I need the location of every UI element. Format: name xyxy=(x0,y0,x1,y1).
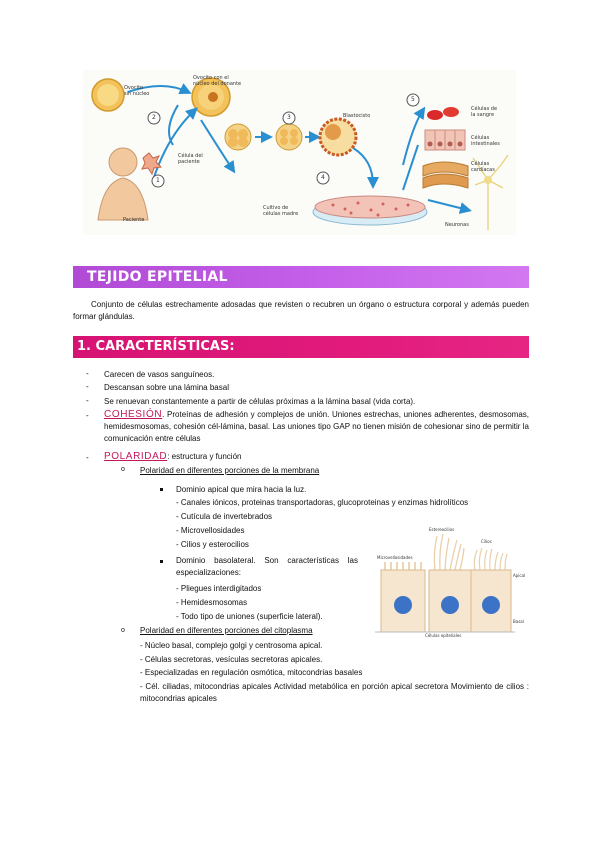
section-title: TEJIDO EPITELIAL xyxy=(87,269,228,285)
characteristics-heading: 1. CARACTERÍSTICAS: xyxy=(77,339,235,354)
bullet-dash: - xyxy=(86,453,89,462)
bullet-circle: o xyxy=(121,627,125,634)
label-apical: Apical xyxy=(513,573,526,578)
bullet-dash: - xyxy=(86,369,89,378)
stem-cell-diagram xyxy=(83,70,516,235)
polaridad-keyword: POLARIDAD xyxy=(104,451,168,462)
characteristics-banner xyxy=(73,336,529,358)
polaridad-text: : estructura y función xyxy=(167,452,242,461)
nucleus xyxy=(394,596,412,614)
bullet-dash: - xyxy=(86,411,89,420)
step-number: 4 xyxy=(321,174,325,181)
list-item: Se renuevan constantemente a partir de células próximas a la lámina basal (vida corta). xyxy=(104,397,416,406)
bullet-dash: - xyxy=(86,396,89,405)
step-number: 1 xyxy=(156,177,160,184)
citoplasma-item: - Especializadas en regulación osmótica, mitocondrias basales xyxy=(140,668,363,677)
label-patient-cell: Célula del paciente xyxy=(178,153,203,165)
label-oocyte-donor: Ovocito con el núcleo del donante xyxy=(193,75,242,87)
list-item-cohesion xyxy=(104,409,529,445)
citoplasma-item: - Núcleo basal, complejo golgi y centrosoma apical. xyxy=(140,641,323,650)
basolateral-item: - Todo tipo de uniones (superficie lateral). xyxy=(176,612,323,621)
bullet-square xyxy=(160,560,163,563)
patient-head xyxy=(109,148,137,176)
label-neurons: Neuronas xyxy=(445,222,469,228)
intro-paragraph: Conjunto de células estrechamente adosadas que revisten o recubren un órgano o estructura corporal y además pueden formar glándulas. xyxy=(73,300,529,321)
membrana-title: Polaridad en diferentes porciones de la membrana xyxy=(140,466,320,475)
cohesion-keyword: COHESIÓN xyxy=(104,409,163,420)
list-item-polaridad xyxy=(104,451,529,463)
epithelial-cells-art xyxy=(373,528,526,642)
label-microvilli: Microvellosidades xyxy=(377,555,413,560)
apical-item: - Microvellosidades xyxy=(176,526,245,535)
apical-title: Dominio apical que mira hacia la luz. xyxy=(176,485,307,494)
step-number: 2 xyxy=(152,114,156,121)
nucleus xyxy=(482,596,500,614)
basolateral-title: Dominio basolateral. Son características las especializaciones: xyxy=(176,556,358,577)
apical-item: - Cutícula de invertebrados xyxy=(176,512,273,521)
list-item: Descansan sobre una lámina basal xyxy=(104,383,229,392)
step-number: 5 xyxy=(411,96,415,103)
epithelial-cells-figure xyxy=(373,527,526,642)
citoplasma-item: - Cél. ciliadas, mitocondrias apicales Actividad metabólica en porción apical secretora Movimiento de cilios : mitocondrias apicales xyxy=(140,682,529,703)
label-blastocyst: Blastocisto xyxy=(343,113,371,119)
list-item: Carecen de vasos sanguíneos. xyxy=(104,370,215,379)
apical-item: - Cilios y esterocilios xyxy=(176,540,249,549)
label-intestinal-cells: Células intestinales xyxy=(471,135,500,147)
cilia xyxy=(474,548,507,570)
citoplasma-title: Polaridad en diferentes porciones del citoplasma xyxy=(140,626,313,635)
nucleus xyxy=(441,596,459,614)
label-oocyte-empty: Ovocito sin núcleo xyxy=(124,85,150,97)
label-cilia: Cilios xyxy=(481,539,492,544)
bullet-square xyxy=(160,488,163,491)
intestinal-cells xyxy=(425,130,465,150)
basolateral-item: - Pliegues interdigitados xyxy=(176,584,262,593)
label-patient: Paciente xyxy=(123,217,145,223)
apical-item: - Canales iónicos, proteinas transportadoras, glucoproteinas y enzimas hidrolíticos xyxy=(176,498,469,507)
label-stereocilia: Estereocilios xyxy=(429,527,455,532)
citoplasma-item: - Células secretoras, vesículas secretoras apicales. xyxy=(140,655,323,664)
step-number: 3 xyxy=(287,114,291,121)
label-culture: Cultivo de células madre xyxy=(263,205,299,217)
cohesion-text: . Proteínas de adhesión y complejos de unión. Uniones estrechas, uniones adherentes, desmosomas, hemidesmosomas, cohesión cél-lámina, basal. Las uniones tipo GAP no tienen misión de cohesionar sino de permitir la comunicación entre células xyxy=(104,410,529,443)
label-basal: Basal xyxy=(513,619,524,624)
bullet-circle: o xyxy=(121,466,125,473)
stereocilia xyxy=(434,534,464,570)
section-title-banner xyxy=(73,266,529,288)
blood-cells xyxy=(427,110,443,120)
figure-caption: Células epiteliales xyxy=(425,633,462,638)
microvilli xyxy=(385,562,421,570)
bullet-dash: - xyxy=(86,382,89,391)
label-blood-cells: Células de la sangre xyxy=(471,106,498,118)
label-cardiac-cells: Células cardíacas xyxy=(471,161,495,173)
basolateral-item: - Hemidesmosomas xyxy=(176,598,248,607)
